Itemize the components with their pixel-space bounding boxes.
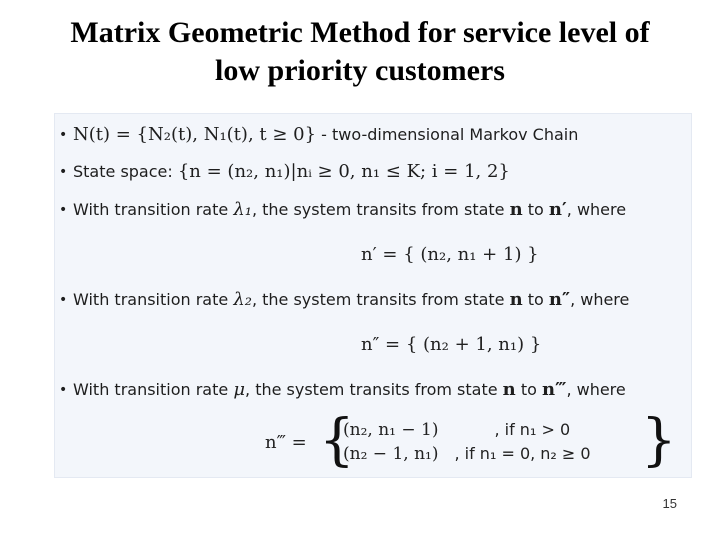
bullet-state-space <box>59 161 510 183</box>
bullet-mu-transition <box>59 379 626 401</box>
case-row-1-condition: , if n₁ > 0 <box>494 420 571 439</box>
bullet-dot-icon: • <box>59 164 68 180</box>
lambda1-state-n-prime: n′ <box>548 199 567 220</box>
case-row-2-expression: (n₂ − 1, n₁) <box>343 444 439 464</box>
lambda1-symbol: λ₁ <box>233 199 252 220</box>
state-space-formula: {n = (n₂, n₁)|nᵢ ≥ 0, n₁ ≤ K; i = 1, 2} <box>177 161 510 182</box>
mu-state-n: n <box>502 379 516 400</box>
bullet-dot-icon: • <box>59 382 68 398</box>
state-space-label: State space: <box>73 162 178 181</box>
bullet-markov-chain <box>59 124 578 146</box>
bullet-lambda1-transition <box>59 199 626 221</box>
bullet-dot-icon: • <box>59 292 68 308</box>
lambda1-text-d: , where <box>566 200 627 219</box>
equation-n-triple-prime-lhs: n‴ = <box>265 432 307 453</box>
bullet-dot-icon: • <box>59 127 68 143</box>
left-brace-icon: { <box>319 408 355 473</box>
slide-title-line-2: low priority customers <box>215 54 505 87</box>
page-number: 15 <box>662 496 677 511</box>
lambda2-symbol: λ₂ <box>233 289 252 310</box>
markov-chain-formula: N(t) = {N₂(t), N₁(t), t ≥ 0} <box>73 124 317 145</box>
lambda1-text-a: With transition rate <box>73 200 234 219</box>
slide-title <box>0 14 720 90</box>
right-brace-icon: } <box>641 408 677 473</box>
case-row-1 <box>343 420 570 440</box>
lambda2-text-b: , the system transits from state <box>251 290 510 309</box>
case-row-2 <box>343 444 591 464</box>
lambda2-text-a: With transition rate <box>73 290 234 309</box>
slide-title-line-1: Matrix Geometric Method for service level of <box>70 16 650 49</box>
mu-symbol: μ <box>233 379 246 400</box>
mu-text-b: , the system transits from state <box>245 380 503 399</box>
lambda2-text-c: to <box>522 290 549 309</box>
case-row-2-condition: , if n₁ = 0, n₂ ≥ 0 <box>454 444 591 463</box>
mu-text-c: to <box>515 380 542 399</box>
bullet-dot-icon: • <box>59 202 68 218</box>
case-row-1-expression: (n₂, n₁ − 1) <box>343 420 439 440</box>
equation-n-prime: n′ = { (n₂, n₁ + 1) } <box>361 244 539 265</box>
mu-text-d: , where <box>566 380 626 399</box>
lambda2-state-n-double-prime: n″ <box>548 289 571 310</box>
lambda2-text-d: , where <box>570 290 630 309</box>
equation-n-double-prime: n″ = { (n₂ + 1, n₁) } <box>361 334 542 355</box>
content-panel <box>54 113 692 478</box>
mu-text-a: With transition rate <box>73 380 234 399</box>
markov-chain-text: - two-dimensional Markov Chain <box>316 125 579 144</box>
lambda1-state-n: n <box>509 199 523 220</box>
mu-state-n-triple-prime: n‴ <box>542 379 567 400</box>
lambda1-text-c: to <box>522 200 549 219</box>
lambda1-text-b: , the system transits from state <box>251 200 510 219</box>
bullet-lambda2-transition <box>59 289 629 311</box>
lambda2-state-n: n <box>509 289 523 310</box>
